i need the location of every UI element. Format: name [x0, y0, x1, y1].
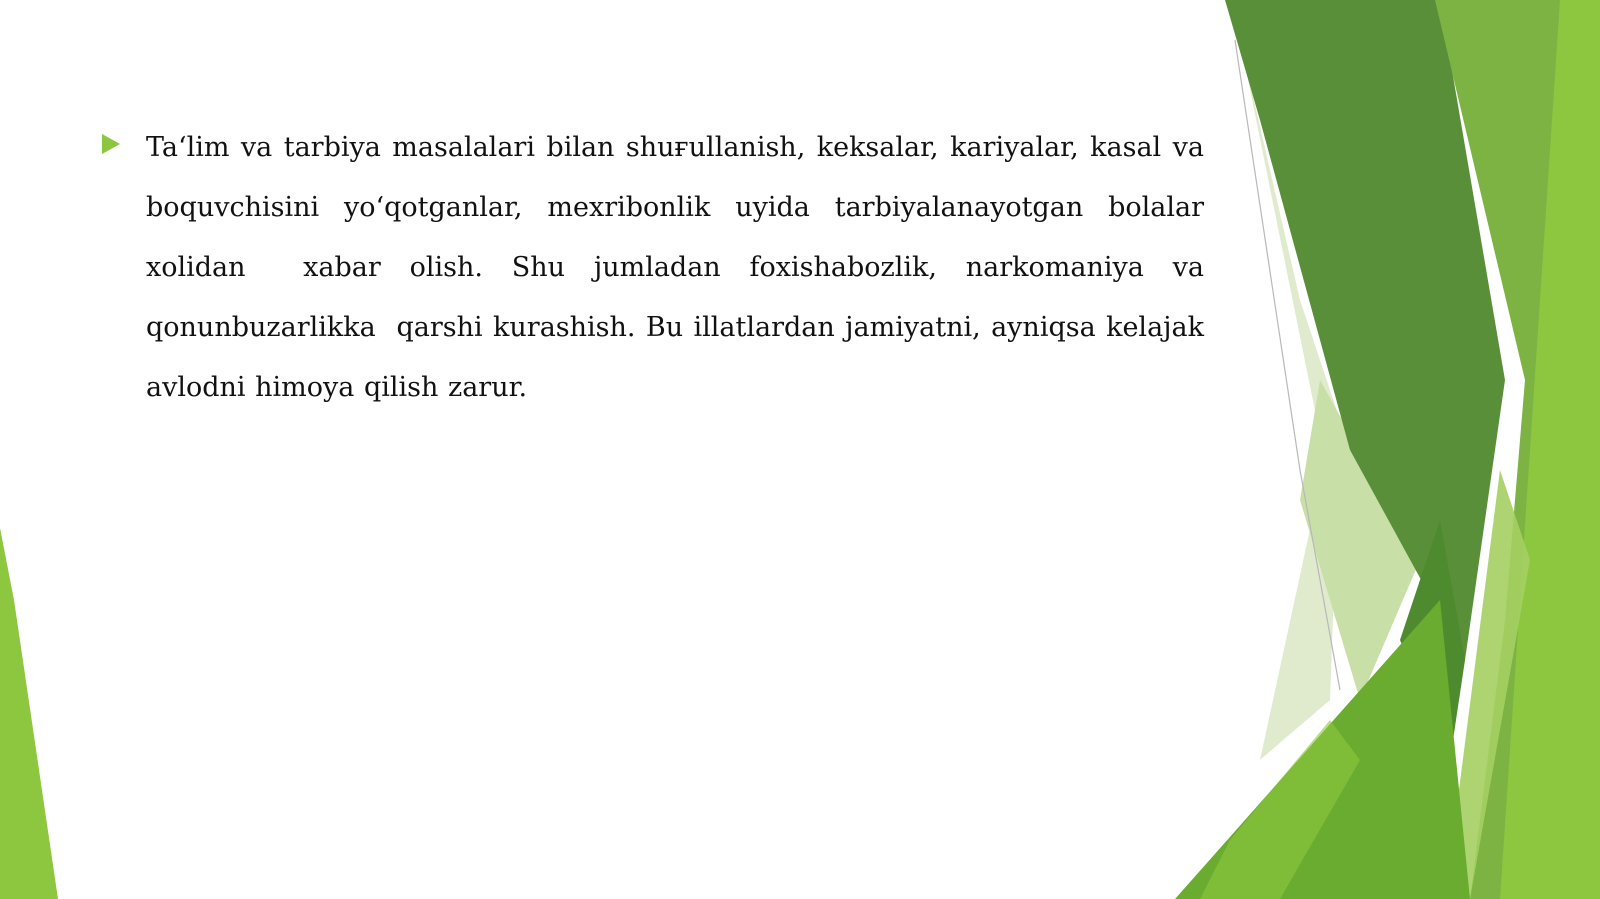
- bullet-triangle-icon: [102, 134, 120, 154]
- bullet-text: Ta‘lim va tarbiya masalalari bilan shuғullanish, keksalar, kariyalar, kasal va boquvchisini yo‘qotganlar, mexribonlik uyida tarbiyalanayotgan bolalar xolidan xabar olish. Shu jumladan foxishabozlik, narkomaniya va qonunbuzarlikka qarshi kurashish. Bu illatlardan jamiyatni, ayniqsa kelajak avlodni himoya qilish zarur.: [146, 132, 1214, 403]
- bullet-item: [102, 118, 1214, 418]
- content-area: [102, 118, 1214, 418]
- left-green-stripe: [0, 528, 58, 899]
